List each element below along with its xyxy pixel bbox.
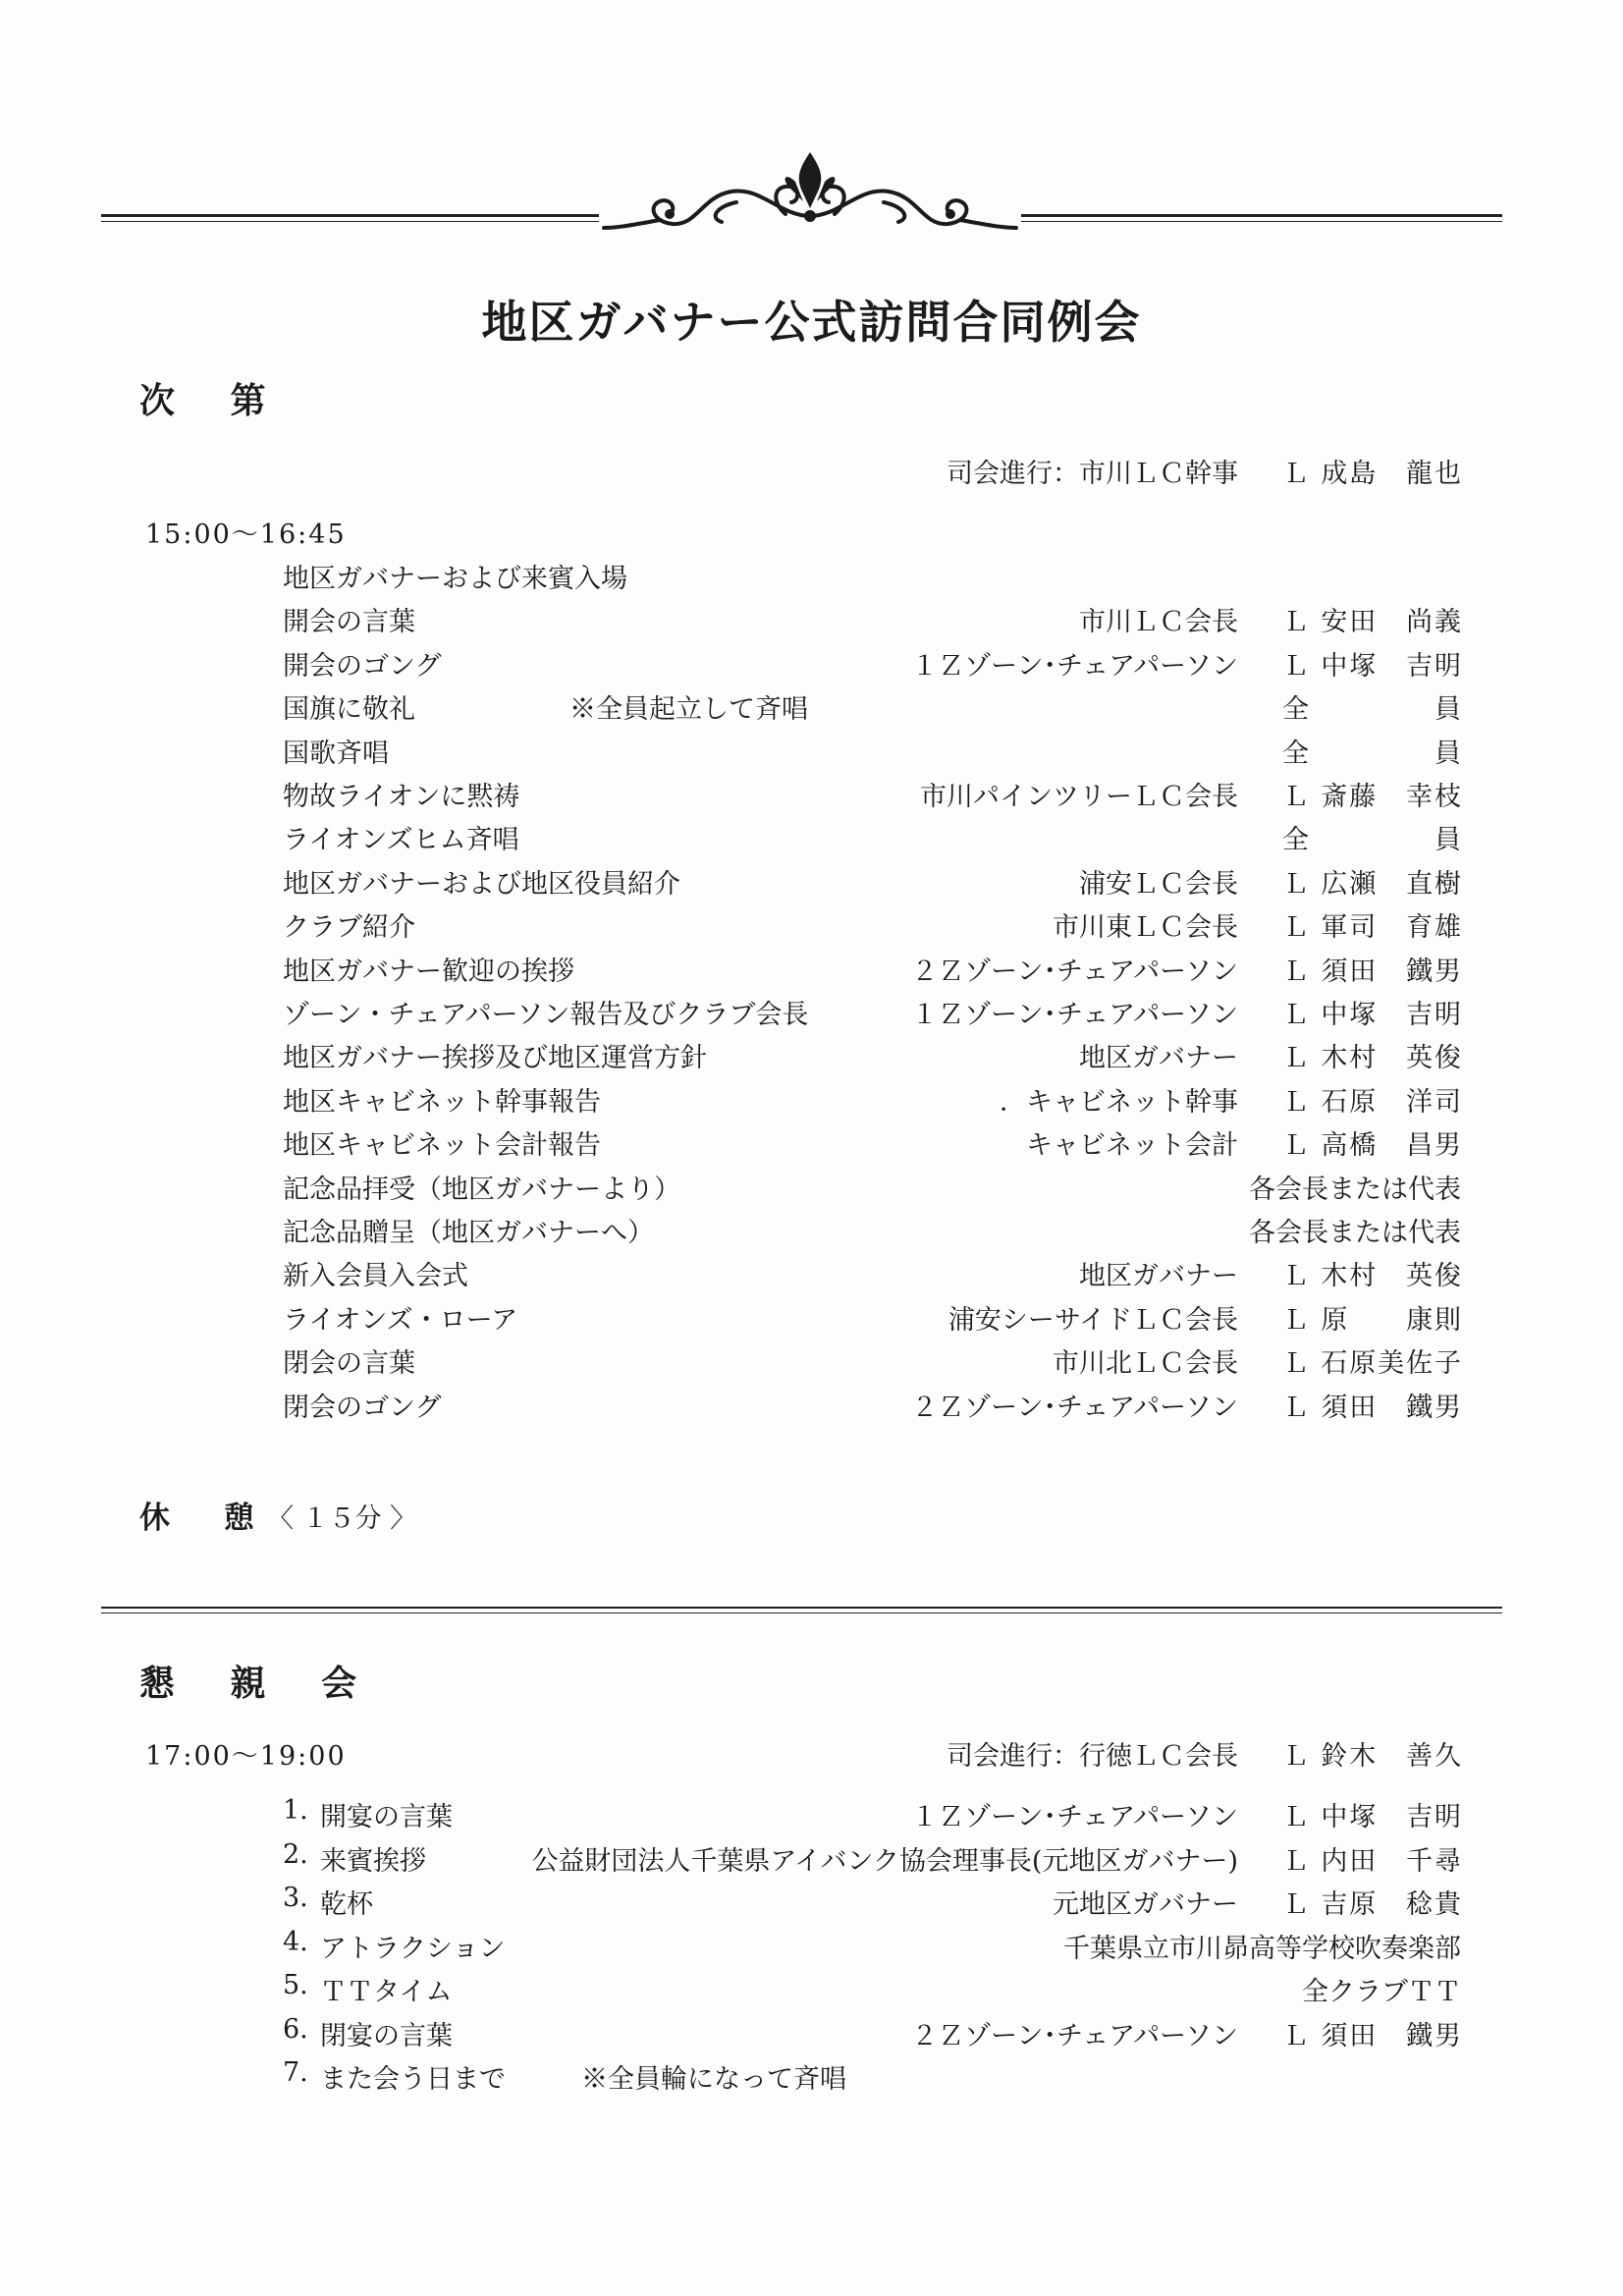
social-item (0, 1795, 1623, 1836)
social-item (0, 2014, 1623, 2055)
agenda-item-person: Ｌ 中塚 吉明 (1282, 1000, 1461, 1030)
social-item-number: 4. (283, 1927, 308, 1957)
agenda-item-person: Ｌ 軍司 育雄 (1282, 912, 1461, 943)
agenda-item-label: 物故ライオンに黙祷 (283, 782, 520, 812)
agenda-item (0, 905, 1623, 947)
social-item (0, 2057, 1623, 2099)
social-item-assignee: 全クラブＴＴ (1302, 1977, 1461, 2007)
agenda-item (0, 557, 1623, 598)
agenda-item-role: 浦安ＬＣ会長 (1079, 869, 1238, 900)
agenda-item-person: Ｌ 石原美佐子 (1282, 1348, 1461, 1379)
agenda-item-label: 地区キャビネット会計報告 (283, 1130, 601, 1161)
social-item-number: 1. (283, 1795, 308, 1826)
social-item-note: ※全員輪になって斉唱 (581, 2064, 846, 2095)
agenda-item (0, 818, 1623, 859)
agenda-item-role: 浦安シーサイドＬＣ会長 (947, 1305, 1238, 1336)
agenda-item (0, 1080, 1623, 1121)
agenda-item-label: クラブ紹介 (283, 912, 415, 943)
social-emcee-role: 司会進行：行徳ＬＣ会長 (947, 1741, 1238, 1772)
agenda-time: 15:00～16:45 (145, 519, 347, 550)
agenda-item-person: Ｌ 広瀬 直樹 (1282, 869, 1461, 900)
agenda-item-role: ２Ｚゾーン･チェアパーソン (911, 957, 1238, 987)
agenda-item-label: 閉会の言葉 (283, 1348, 415, 1379)
social-item-assignee: 千葉県立市川昴高等学校吹奏楽部 (1063, 1934, 1461, 1964)
agenda-item-label: 地区ガバナー歓迎の挨拶 (283, 957, 574, 987)
agenda-emcee-person: Ｌ 成島 龍也 (1282, 459, 1461, 489)
agenda-item-role: 地区ガバナー (1079, 1043, 1238, 1073)
agenda-item-label: 地区ガバナーおよび地区役員紹介 (283, 869, 680, 900)
agenda-item (0, 687, 1623, 729)
agenda-item-label: 地区ガバナー挨拶及び地区運営方針 (283, 1043, 707, 1073)
agenda-item-label: 開会の言葉 (283, 607, 415, 637)
agenda-item-role: １Ｚゾーン･チェアパーソン (911, 651, 1238, 682)
agenda-item-person: Ｌ 須田 鐵男 (1282, 957, 1461, 987)
agenda-item (0, 1168, 1623, 1209)
agenda-item-label: ライオンズヒム斉唱 (283, 825, 519, 855)
agenda-item (0, 950, 1623, 991)
agenda-item (0, 775, 1623, 816)
agenda-item-label: 地区キャビネット幹事報告 (283, 1087, 601, 1118)
agenda-item-label: 国旗に敬礼 (283, 694, 415, 725)
agenda-item-role: 市川パインツリーＬＣ会長 (920, 782, 1238, 812)
agenda-item-label: 閉会のゴング (283, 1393, 442, 1423)
agenda-emcee-role: 司会進行：市川ＬＣ幹事 (947, 459, 1238, 489)
agenda-item-assignee: 各会長または代表 (1249, 1175, 1461, 1205)
agenda-item (0, 732, 1623, 773)
social-item-label: アトラクション (320, 1934, 506, 1964)
agenda-item (0, 1211, 1623, 1252)
social-item-label: 乾杯 (320, 1889, 373, 1920)
social-item-number: 5. (283, 1970, 308, 2000)
agenda-item-person: Ｌ 中塚 吉明 (1282, 651, 1461, 682)
agenda-item-label: 記念品拝受（地区ガバナーより） (283, 1175, 680, 1205)
agenda-item-person: Ｌ 木村 英俊 (1282, 1043, 1461, 1073)
agenda-item (0, 1254, 1623, 1295)
social-item-number: 3. (283, 1883, 308, 1913)
social-item (0, 1883, 1623, 1924)
social-item-role: １Ｚゾーン･チェアパーソン (911, 1802, 1238, 1832)
social-item-label: 閉宴の言葉 (320, 2021, 453, 2051)
flourish-ornament-icon (599, 147, 1021, 246)
agenda-item-role: 市川東ＬＣ会長 (1053, 912, 1238, 943)
agenda-item-role: 地区ガバナー (1079, 1261, 1238, 1291)
agenda-item-note: ※全員起立して斉唱 (569, 694, 808, 725)
social-item-person: Ｌ 内田 千尋 (1282, 1846, 1461, 1877)
agenda-item-label: 国歌斉唱 (283, 738, 389, 769)
agenda-item-role: ．キャビネット幹事 (1000, 1087, 1238, 1118)
agenda-item-label: ライオンズ・ローア (283, 1305, 518, 1336)
agenda-item-person: Ｌ 安田 尚義 (1282, 607, 1461, 637)
agenda-item (0, 644, 1623, 685)
agenda-item-role: 市川ＬＣ会長 (1079, 607, 1238, 637)
agenda-item-role: １Ｚゾーン･チェアパーソン (911, 1000, 1238, 1030)
agenda-item (0, 1123, 1623, 1165)
agenda-emcee-row (0, 452, 1623, 493)
social-item-label: ＴＴタイム (320, 1977, 453, 2007)
social-emcee-person: Ｌ 鈴木 善久 (1282, 1741, 1461, 1772)
social-item-number: 2. (283, 1839, 308, 1870)
agenda-item (0, 1298, 1623, 1339)
agenda-item-person: Ｌ 須田 鐵男 (1282, 1393, 1461, 1423)
agenda-item-label: 開会のゴング (283, 651, 442, 682)
agenda-item-assignee: 各会長または代表 (1249, 1218, 1461, 1248)
agenda-item-label: 地区ガバナーおよび来賓入場 (283, 564, 627, 594)
social-item-role: ２Ｚゾーン･チェアパーソン (911, 2021, 1238, 2051)
agenda-item-label: 記念品贈呈（地区ガバナーへ） (283, 1218, 654, 1248)
agenda-item-person: 全 員 (1282, 825, 1461, 855)
agenda-item-label: 新入会員入会式 (283, 1261, 468, 1291)
agenda-item-role: ２Ｚゾーン･チェアパーソン (911, 1393, 1238, 1423)
social-item (0, 1927, 1623, 1968)
social-item-person: Ｌ 須田 鐵男 (1282, 2021, 1461, 2051)
agenda-item (0, 993, 1623, 1034)
social-item (0, 1839, 1623, 1881)
agenda-item (0, 600, 1623, 641)
social-item-role: 元地区ガバナー (1053, 1889, 1238, 1920)
social-heading: 懇 親 会 (139, 1663, 379, 1704)
section-divider (101, 1607, 1502, 1614)
agenda-item-label: ゾーン・チェアパーソン報告及びクラブ会長 (283, 1000, 809, 1030)
break-heading: 休 憩 (139, 1501, 276, 1536)
agenda-item-person: Ｌ 斎藤 幸枝 (1282, 782, 1461, 812)
agenda-item-person: Ｌ 原 康則 (1282, 1305, 1461, 1336)
agenda-item-person: 全 員 (1282, 738, 1461, 769)
agenda-item (0, 1341, 1623, 1383)
social-item-role: 公益財団法人千葉県アイバンク協会理事長(元地区ガバナー) (531, 1846, 1238, 1877)
social-item-label: また会う日まで (320, 2064, 506, 2095)
break-duration: 〈 １５分 〉 (267, 1503, 417, 1534)
agenda-item-role: キャビネット会計 (1026, 1130, 1238, 1161)
social-item-number: 6. (283, 2014, 308, 2045)
agenda-item-role: 市川北ＬＣ会長 (1053, 1348, 1238, 1379)
agenda-item-person: Ｌ 高橋 昌男 (1282, 1130, 1461, 1161)
agenda-heading: 次 第 (139, 380, 288, 421)
social-item (0, 1970, 1623, 2011)
page-title: 地区ガバナー公式訪問合同例会 (481, 296, 1142, 349)
agenda-item (0, 1036, 1623, 1077)
social-item-person: Ｌ 吉原 稔貴 (1282, 1889, 1461, 1920)
agenda-item (0, 1386, 1623, 1427)
social-item-person: Ｌ 中塚 吉明 (1282, 1802, 1461, 1832)
social-item-label: 開宴の言葉 (320, 1802, 453, 1832)
social-item-label: 来賓挨拶 (320, 1846, 426, 1877)
agenda-item-person: Ｌ 石原 洋司 (1282, 1087, 1461, 1118)
agenda-item-person: 全 員 (1282, 694, 1461, 725)
social-time: 17:00～19:00 (145, 1741, 347, 1772)
agenda-item-person: Ｌ 木村 英俊 (1282, 1261, 1461, 1291)
agenda-item (0, 862, 1623, 903)
social-emcee-row (0, 1734, 1623, 1776)
social-item-number: 7. (283, 2057, 308, 2088)
